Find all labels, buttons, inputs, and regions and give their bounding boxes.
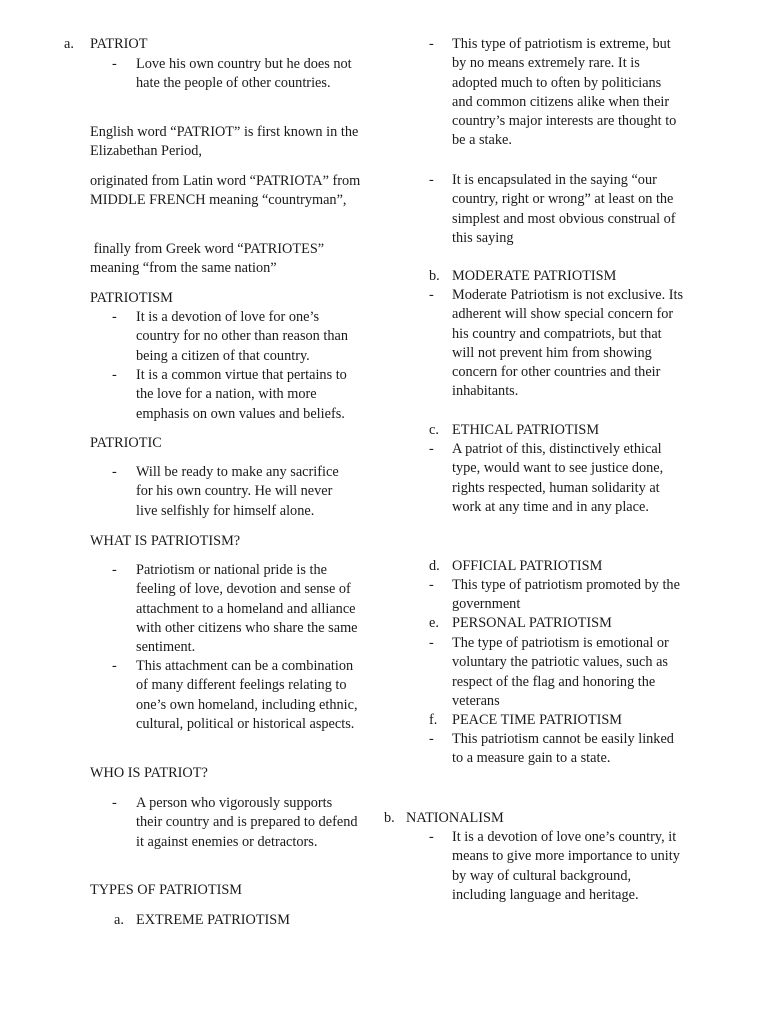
nationalism-marker: b. — [384, 810, 395, 826]
patriotism-bullet-1: It is a devotion of love for one’s country for no other than reason than being a citizen of that country. — [136, 309, 349, 364]
dash: - — [429, 172, 434, 188]
extreme-marker: a. — [114, 912, 124, 928]
dash: - — [429, 829, 434, 845]
dash: - — [429, 36, 434, 52]
extreme-bullet-1: This type of patriotism is extreme, but by no means extremely rare. It is adopted much to often by politicians and common citizens alike when their country’s major interests are thought to be a stake. — [452, 36, 677, 149]
ethical-bullet: A patriot of this, distinctively ethical type, would want to see justice done, rights respected, human solidarity at work at any time and in any place. — [452, 441, 664, 515]
patriot-marker: a. — [64, 36, 74, 52]
official-heading: OFFICIAL PATRIOTISM — [452, 558, 603, 574]
dash: - — [112, 795, 117, 811]
types-heading: TYPES OF PATRIOTISM — [90, 882, 243, 898]
patriotic-bullet: Will be ready to make any sacrifice for his own country. He will never live selfishly for himself alone. — [136, 464, 339, 519]
personal-marker: e. — [429, 615, 439, 631]
patriotism-bullet-2: It is a common virtue that pertains to the love for a nation, with more emphasis on own values and beliefs. — [136, 367, 347, 422]
patriotism-heading: PATRIOTISM — [90, 290, 173, 306]
paragraph-latin-origin: originated from Latin word “PATRIOTA” from MIDDLE FRENCH meaning “countryman”, — [90, 173, 361, 209]
patriot-bullet: Love his own country but he does not hate the people of other countries. — [136, 56, 352, 92]
paragraph-greek-origin: finally from Greek word “PATRIOTES” meaning “from the same nation” — [90, 241, 328, 277]
patriotic-heading: PATRIOTIC — [90, 435, 162, 451]
dash: - — [429, 635, 434, 651]
nationalism-heading: NATIONALISM — [406, 810, 504, 826]
ethical-heading: ETHICAL PATRIOTISM — [452, 422, 600, 438]
dash: - — [112, 367, 117, 383]
what-bullet-2: This attachment can be a combination of many different feelings relating to one’s own homeland, including ethnic, cultural, political or historical aspects. — [136, 658, 358, 732]
dash: - — [429, 731, 434, 747]
dash: - — [429, 287, 434, 303]
nationalism-bullet: It is a devotion of love one’s country, it means to give more importance to unity by way of cultural background, including language and heritage. — [452, 829, 680, 903]
dash: - — [112, 658, 117, 674]
moderate-heading: MODERATE PATRIOTISM — [452, 268, 617, 284]
patriot-heading: PATRIOT — [90, 36, 148, 52]
extreme-bullet-2: It is encapsulated in the saying “our country, right or wrong” at least on the simplest and most obvious construal of this saying — [452, 172, 676, 246]
moderate-bullet: Moderate Patriotism is not exclusive. Its adherent will show special concern for his country and compatriots, but that will not prevent him from showing concern for other countries and their inhabitants. — [452, 287, 684, 400]
peace-heading: PEACE TIME PATRIOTISM — [452, 712, 622, 728]
moderate-marker: b. — [429, 268, 440, 284]
what-heading: WHAT IS PATRIOTISM? — [90, 533, 241, 549]
ethical-marker: c. — [429, 422, 439, 438]
who-bullet: A person who vigorously supports their country and is prepared to defend it against enemies or detractors. — [136, 795, 358, 850]
personal-bullet: The type of patriotism is emotional or voluntary the patriotic values, such as respect of the flag and honoring the veterans — [452, 635, 669, 709]
paragraph-patriot-origin: English word “PATRIOT” is first known in the Elizabethan Period, — [90, 124, 359, 160]
peace-marker: f. — [429, 712, 438, 728]
official-marker: d. — [429, 558, 440, 574]
personal-heading: PERSONAL PATRIOTISM — [452, 615, 612, 631]
dash: - — [112, 562, 117, 578]
dash: - — [112, 56, 117, 72]
peace-bullet: This patriotism cannot be easily linked to a measure gain to a state. — [452, 731, 674, 767]
dash: - — [429, 577, 434, 593]
dash: - — [429, 441, 434, 457]
dash: - — [112, 464, 117, 480]
who-heading: WHO IS PATRIOT? — [90, 765, 208, 781]
dash: - — [112, 309, 117, 325]
extreme-heading: EXTREME PATRIOTISM — [136, 912, 290, 928]
what-bullet-1: Patriotism or national pride is the feeling of love, devotion and sense of attachment to a homeland and alliance with other citizens who share the same sentiment. — [136, 562, 358, 656]
official-bullet: This type of patriotism promoted by the government — [452, 577, 680, 613]
